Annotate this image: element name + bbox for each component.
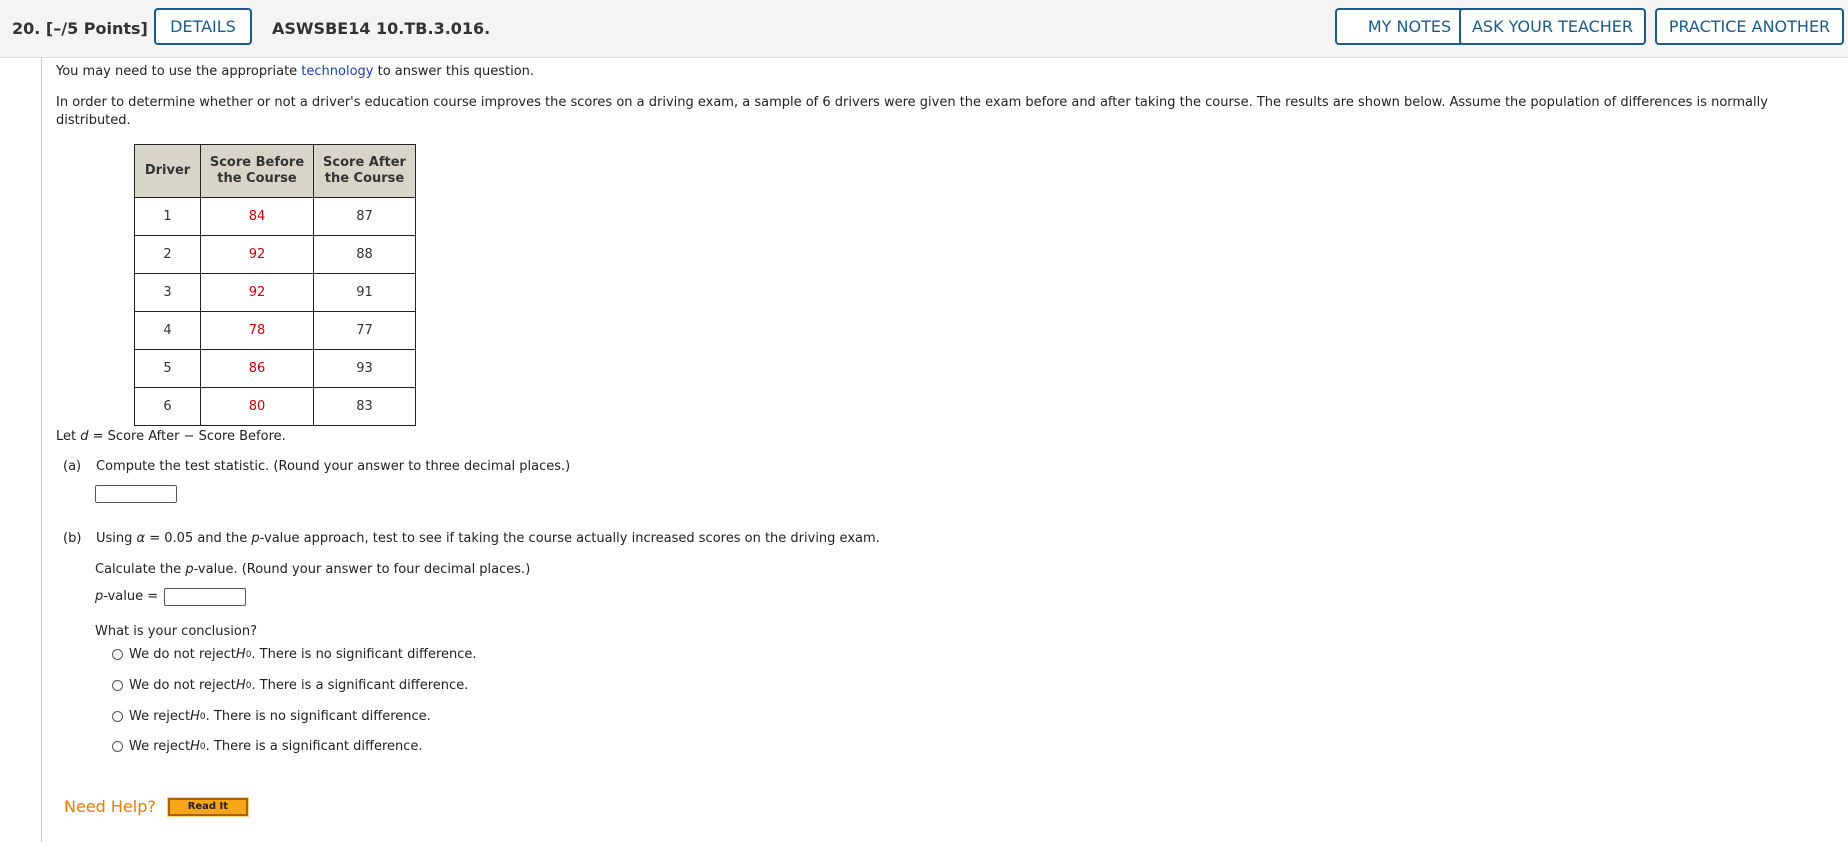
- radio-button[interactable]: [112, 741, 123, 752]
- technology-note: You may need to use the appropriate technology to answer this question.: [56, 64, 535, 79]
- header-score-after: Score After the Course: [314, 145, 416, 198]
- header-driver: Driver: [135, 145, 201, 198]
- details-button[interactable]: DETAILS: [154, 8, 252, 45]
- table-row: [135, 198, 416, 236]
- after-cell: 91: [314, 274, 416, 312]
- driver-cell: 1: [135, 198, 201, 236]
- question-number: 20. [–/5 Points]: [12, 19, 148, 38]
- p-value-label: p-value =: [95, 589, 159, 604]
- driver-cell: 6: [135, 388, 201, 426]
- table-row: [135, 274, 416, 312]
- technology-link[interactable]: technology: [301, 64, 374, 79]
- read-it-button[interactable]: Read It: [168, 798, 248, 816]
- driver-cell: 5: [135, 350, 201, 388]
- radio-button[interactable]: [112, 649, 123, 660]
- part-b-label: (b): [63, 531, 82, 546]
- conclusion-option[interactable]: We do not reject H 0 . There is a significant difference.: [112, 678, 468, 693]
- before-cell: 92: [201, 274, 314, 312]
- table-row: [135, 236, 416, 274]
- points-label: [–/5 Points]: [45, 19, 148, 38]
- before-cell: 86: [201, 350, 314, 388]
- radio-button[interactable]: [112, 711, 123, 722]
- question-intro: In order to determine whether or not a driver's education course improves the scores on a driving exam, a sample of 6 drivers were given the exam before and after taking the course. The results are shown below. Assume the population of differences is normally distributed.: [56, 95, 1768, 128]
- need-help-label: Need Help?: [64, 797, 156, 816]
- table-row: [135, 388, 416, 426]
- test-statistic-input[interactable]: [95, 485, 177, 503]
- question-id: ASWSBE14 10.TB.3.016.: [272, 19, 491, 38]
- question-header: [0, 0, 1848, 58]
- after-cell: 83: [314, 388, 416, 426]
- p-value-instruction: Calculate the p-value. (Round your answer to four decimal places.): [95, 562, 531, 577]
- driver-cell: 4: [135, 312, 201, 350]
- before-cell: 84: [201, 198, 314, 236]
- practice-another-button[interactable]: PRACTICE ANOTHER: [1655, 8, 1844, 45]
- part-a-prompt: (a) Compute the test statistic. (Round your answer to three decimal places.): [63, 459, 571, 474]
- conclusion-option[interactable]: We reject H 0 . There is a significant difference.: [112, 739, 423, 754]
- table-row: [135, 312, 416, 350]
- before-cell: 92: [201, 236, 314, 274]
- after-cell: 93: [314, 350, 416, 388]
- difference-definition: Let d = Score After − Score Before.: [56, 429, 286, 444]
- conclusion-prompt: What is your conclusion?: [95, 624, 257, 639]
- table-row: [135, 350, 416, 388]
- left-rule: [41, 57, 42, 842]
- need-help-section: [64, 797, 248, 816]
- conclusion-option[interactable]: We reject H 0 . There is no significant difference.: [112, 709, 431, 724]
- after-cell: 87: [314, 198, 416, 236]
- my-notes-button[interactable]: MY NOTES: [1335, 8, 1484, 45]
- header-score-before: Score Before the Course: [201, 145, 314, 198]
- driver-cell: 2: [135, 236, 201, 274]
- part-b-prompt: (b) Using α = 0.05 and the p-value approach, test to see if taking the course actually increased scores on the driving exam.: [63, 531, 880, 546]
- after-cell: 88: [314, 236, 416, 274]
- ask-teacher-button[interactable]: ASK YOUR TEACHER: [1459, 8, 1646, 45]
- p-value-input[interactable]: [164, 588, 246, 606]
- driver-cell: 3: [135, 274, 201, 312]
- before-cell: 80: [201, 388, 314, 426]
- scores-table: [134, 144, 416, 426]
- part-a-label: (a): [63, 459, 82, 474]
- before-cell: 78: [201, 312, 314, 350]
- after-cell: 77: [314, 312, 416, 350]
- conclusion-option[interactable]: We do not reject H 0 . There is no significant difference.: [112, 647, 477, 662]
- radio-button[interactable]: [112, 680, 123, 691]
